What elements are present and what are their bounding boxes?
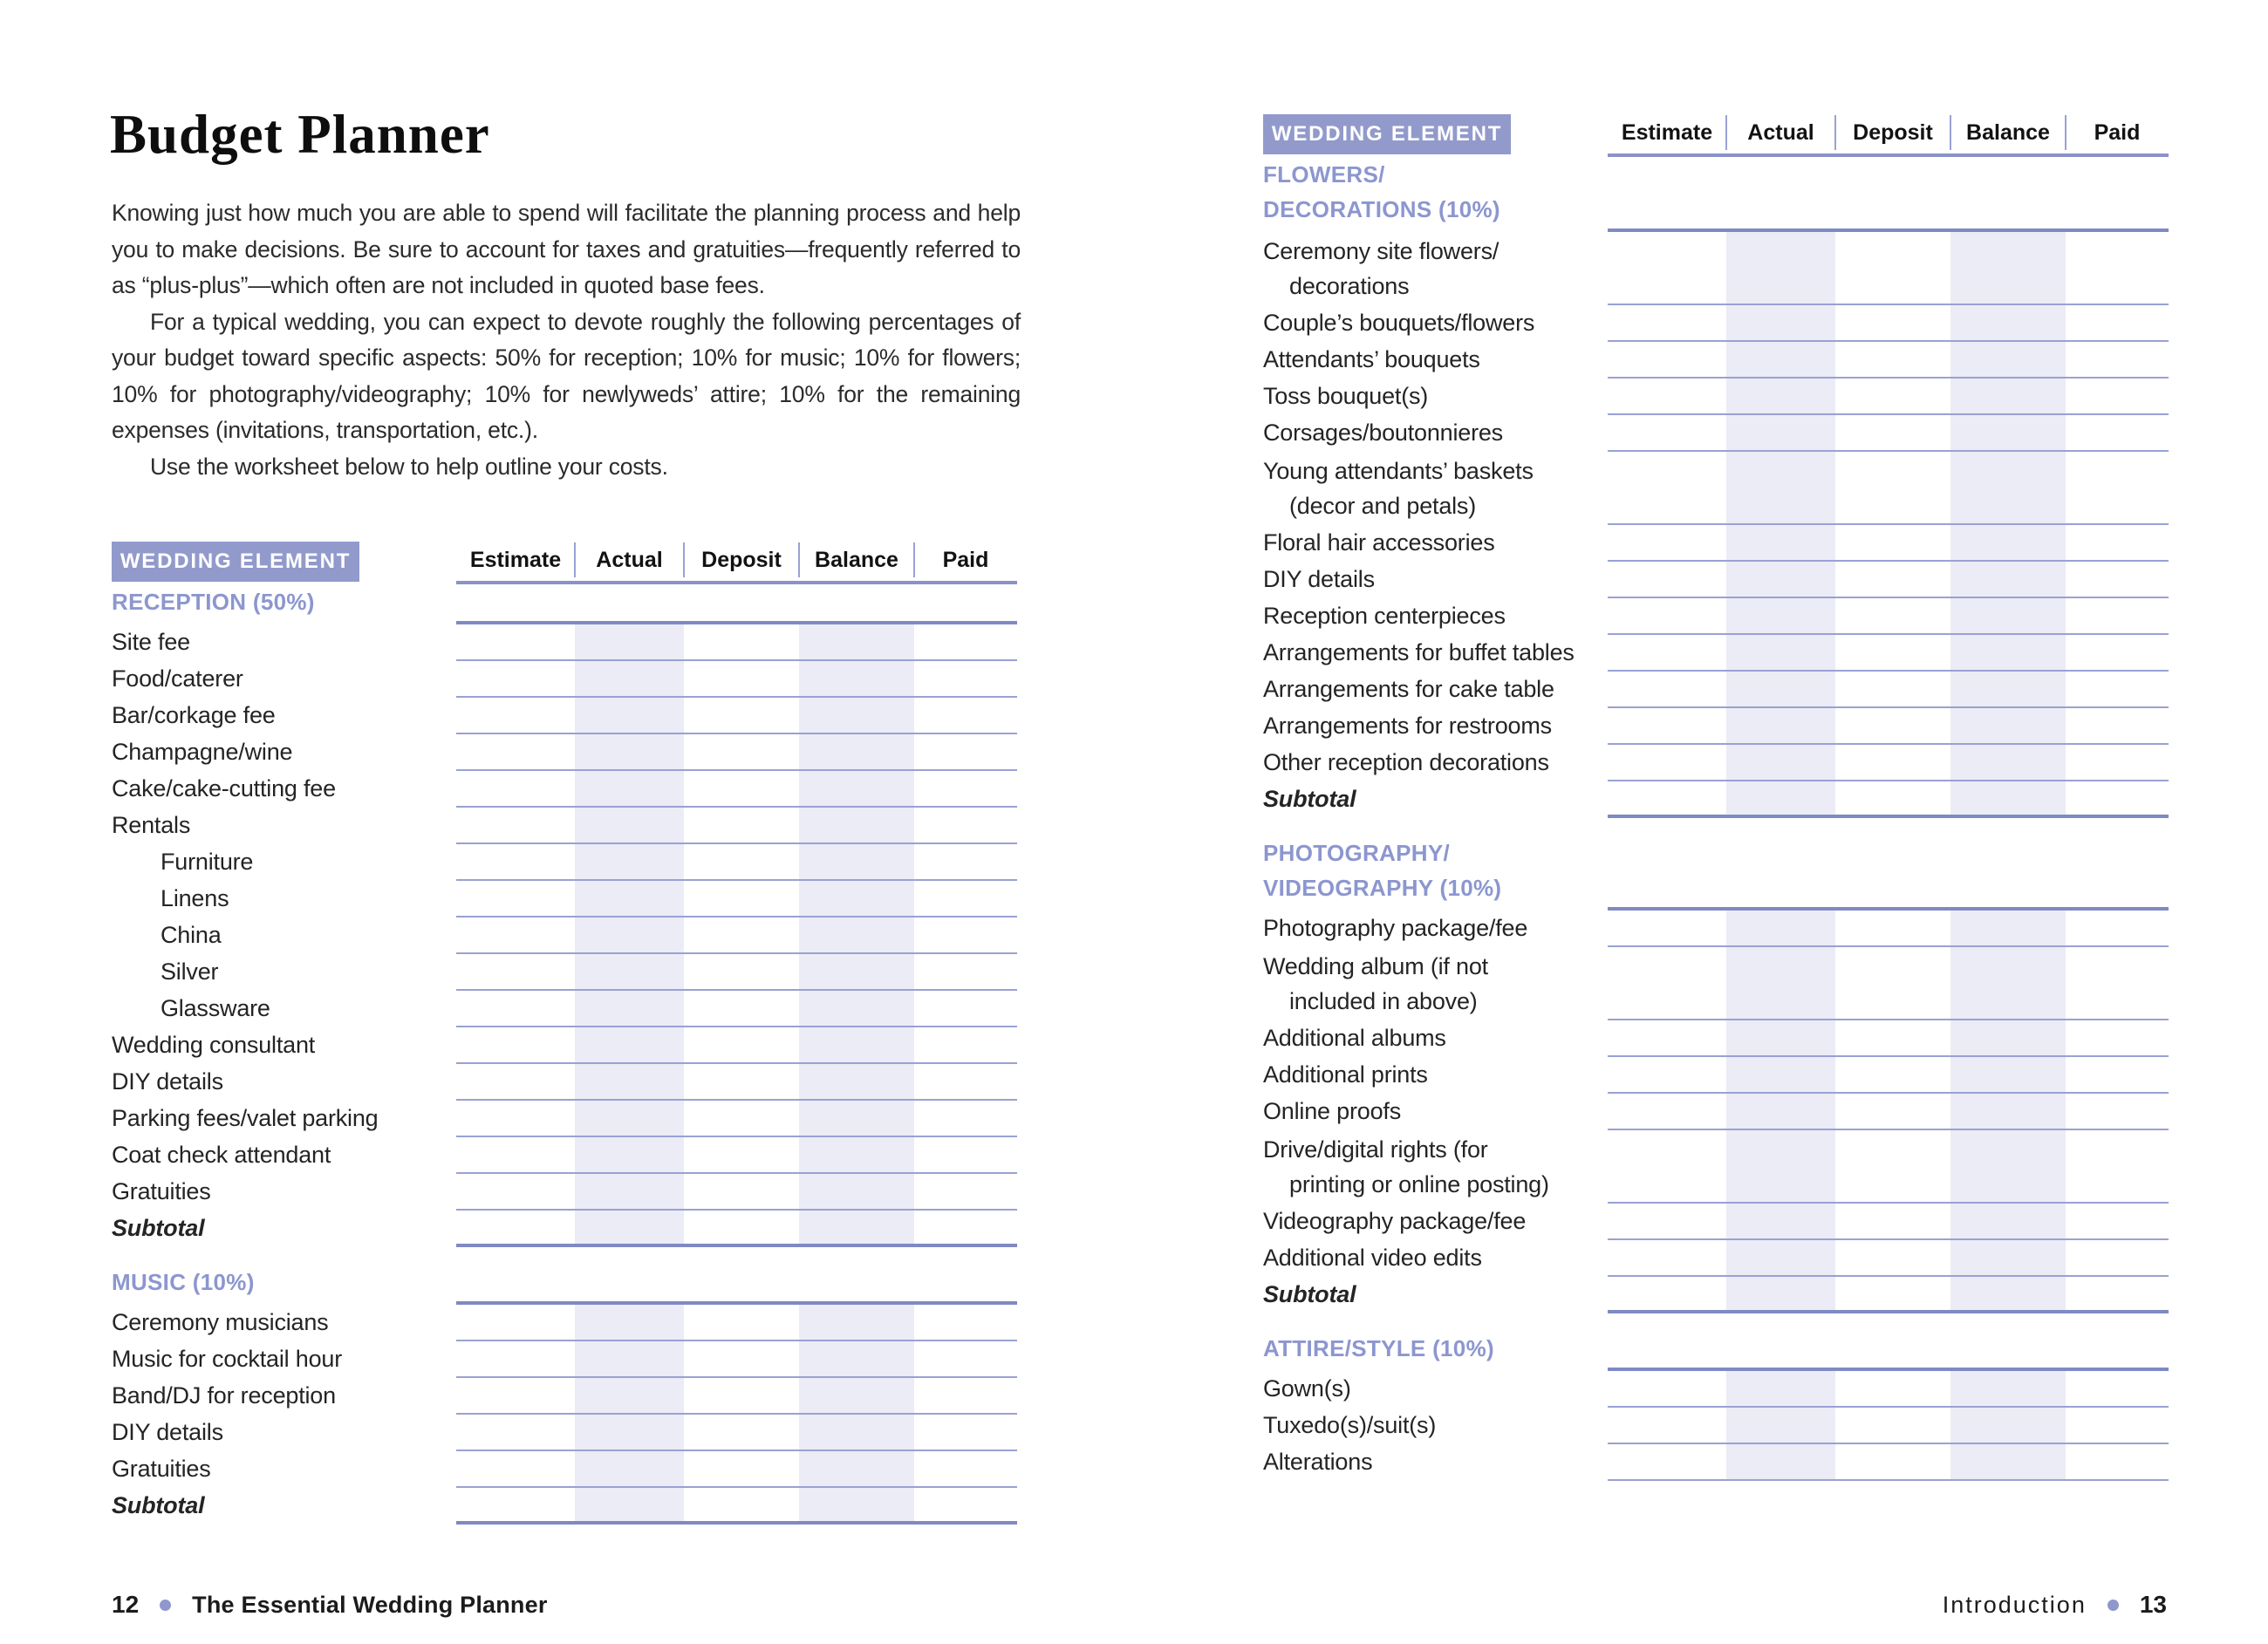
budget-row: [1263, 1277, 2169, 1313]
row-label: Coat check attendant: [112, 1142, 331, 1168]
budget-row: [112, 1137, 1017, 1174]
budget-row: [112, 1341, 1017, 1378]
row-label: Tuxedo(s)/suit(s): [1263, 1412, 1437, 1438]
fill-in-line[interactable]: [1608, 911, 2169, 947]
footer-right: [1943, 1591, 2167, 1619]
fill-in-line[interactable]: [1608, 1020, 2169, 1057]
intro-text: [112, 195, 1021, 485]
budget-table-left: [112, 539, 1017, 1525]
book-title: The Essential Wedding Planner: [192, 1591, 548, 1618]
budget-row: [112, 661, 1017, 698]
fill-in-line[interactable]: [1608, 745, 2169, 781]
budget-row: [112, 1064, 1017, 1101]
column-header-actual: Actual: [1726, 112, 1835, 153]
budget-row: [112, 771, 1017, 808]
fill-in-line[interactable]: [456, 1415, 1017, 1451]
row-label: Site fee: [112, 629, 190, 655]
budget-row: [1263, 232, 2169, 305]
section-title: MUSIC (10%): [112, 1269, 255, 1295]
budget-row: [1263, 911, 2169, 947]
row-label: Cake/cake-cutting fee: [112, 775, 336, 802]
row-label: Additional prints: [1263, 1061, 1428, 1088]
fill-in-line[interactable]: [1608, 1408, 2169, 1444]
budget-row: [1263, 708, 2169, 745]
fill-in-line[interactable]: [1608, 708, 2169, 745]
row-label: Gratuities: [112, 1178, 211, 1204]
budget-row: [1263, 525, 2169, 562]
budget-row: [112, 1378, 1017, 1415]
fill-in-line[interactable]: [456, 771, 1017, 808]
intro-paragraph: Knowing just how much you are able to spend will facilitate the planning process and help you to make decisions. Be sure to account for taxes and gratuities—frequently referred to as “plus-plus”—which often are not included in quoted base fees.: [112, 200, 1021, 298]
row-label: Gown(s): [1263, 1375, 1351, 1402]
section-title: ATTIRE/STYLE (10%): [1263, 1335, 1494, 1361]
budget-row: [1263, 1020, 2169, 1057]
section-header-rule: [456, 1265, 1017, 1305]
fill-in-line[interactable]: [1608, 1240, 2169, 1277]
fill-in-line[interactable]: [456, 661, 1017, 698]
row-label: Couple’s bouquets/flowers: [1263, 310, 1535, 336]
row-label: Rentals: [112, 812, 191, 838]
fill-in-line[interactable]: [1608, 305, 2169, 342]
column-header-actual: Actual: [575, 539, 684, 581]
row-label: Additional albums: [1263, 1025, 1446, 1051]
row-label: Subtotal: [1263, 1281, 1356, 1307]
row-label: Subtotal: [112, 1215, 205, 1241]
fill-in-line[interactable]: [456, 734, 1017, 771]
row-label: Corsages/boutonnieres: [1263, 420, 1503, 446]
budget-row: [112, 1415, 1017, 1451]
column-header-balance: Balance: [1950, 112, 2066, 153]
fill-in-line[interactable]: [1608, 415, 2169, 452]
budget-section: [1263, 836, 2169, 1313]
fill-in-line[interactable]: [456, 1488, 1017, 1525]
budget-row: [112, 1305, 1017, 1341]
fill-in-line[interactable]: [456, 1451, 1017, 1488]
budget-row: [1263, 1094, 2169, 1130]
budget-row: [1263, 1444, 2169, 1481]
fill-in-line[interactable]: [456, 1174, 1017, 1211]
budget-row: [1263, 379, 2169, 415]
fill-in-line[interactable]: [1608, 562, 2169, 598]
row-label: Band/DJ for reception: [112, 1382, 336, 1409]
budget-row: [112, 624, 1017, 661]
budget-row: [1263, 452, 2169, 525]
row-label: Arrangements for buffet tables: [1263, 639, 1575, 665]
budget-section: [1263, 1331, 2169, 1481]
budget-section: [112, 584, 1017, 1247]
section-header-rule: [1608, 1331, 2169, 1371]
row-label: Young attendants’ baskets (decor and petals): [1263, 458, 1534, 519]
budget-row: [1263, 562, 2169, 598]
column-header-estimate: Estimate: [469, 547, 562, 572]
fill-in-line[interactable]: [456, 1305, 1017, 1341]
budget-row: [112, 808, 1017, 844]
column-header-paid: Paid: [914, 539, 1017, 581]
fill-in-line[interactable]: [1608, 1444, 2169, 1481]
fill-in-line[interactable]: [456, 881, 1017, 918]
row-label: DIY details: [1263, 566, 1375, 592]
bullet-dot-icon: [160, 1600, 171, 1611]
fill-in-line[interactable]: [1608, 598, 2169, 635]
fill-in-line[interactable]: [1608, 1371, 2169, 1408]
fill-in-line[interactable]: [1608, 525, 2169, 562]
fill-in-line[interactable]: [1608, 379, 2169, 415]
budget-row: [1263, 635, 2169, 672]
budget-row: [112, 1451, 1017, 1488]
column-header-estimate: Estimate: [1621, 119, 1713, 145]
row-label: DIY details: [112, 1419, 223, 1445]
budget-row: [112, 881, 1017, 918]
row-label: DIY details: [112, 1068, 223, 1095]
row-label: China: [161, 922, 222, 948]
wedding-element-badge: WEDDING ELEMENT: [1263, 114, 1511, 154]
row-label: Glassware: [161, 995, 270, 1021]
bullet-dot-icon: [2107, 1600, 2119, 1611]
budget-row: [1263, 1130, 2169, 1204]
column-header-balance: Balance: [799, 539, 914, 581]
budget-row: [112, 698, 1017, 734]
fill-in-line[interactable]: [1608, 1204, 2169, 1240]
row-label: Attendants’ bouquets: [1263, 346, 1480, 372]
budget-row: [1263, 672, 2169, 708]
row-label: Drive/digital rights (for printing or online posting): [1263, 1136, 1549, 1197]
budget-row: [112, 1211, 1017, 1247]
row-label: Music for cocktail hour: [112, 1346, 342, 1372]
column-header-deposit: Deposit: [1835, 112, 1950, 153]
row-label: Arrangements for cake table: [1263, 676, 1554, 702]
fill-in-line[interactable]: [456, 991, 1017, 1027]
row-label: Alterations: [1263, 1449, 1373, 1475]
fill-in-line[interactable]: [456, 1341, 1017, 1378]
row-label: Champagne/wine: [112, 739, 293, 765]
column-header-paid: Paid: [2066, 112, 2169, 153]
section-title: PHOTOGRAPHY/ VIDEOGRAPHY (10%): [1263, 840, 1502, 901]
row-label: Parking fees/valet parking: [112, 1105, 379, 1131]
fill-in-line[interactable]: [456, 1137, 1017, 1174]
intro-paragraph: For a typical wedding, you can expect to devote roughly the following percentages of your budget toward specific aspects: 50% for reception; 10% for music; 10% for flowers; 10% for photography/videography; 10% for newlyweds’ attire; 10% for the remaining expenses (invitations, transportation, etc.).: [112, 308, 1021, 443]
fill-in-line[interactable]: [456, 954, 1017, 991]
row-label: Bar/corkage fee: [112, 702, 276, 728]
row-label: Food/caterer: [112, 665, 243, 692]
row-label: Wedding album (if not included in above): [1263, 953, 1488, 1014]
budget-row: [1263, 415, 2169, 452]
wedding-element-badge: WEDDING ELEMENT: [112, 542, 359, 582]
row-label: Other reception decorations: [1263, 749, 1549, 775]
fill-in-line[interactable]: [1608, 1277, 2169, 1313]
fill-in-line[interactable]: [1608, 1094, 2169, 1130]
budget-row: [1263, 598, 2169, 635]
page-title: Budget Planner: [110, 104, 490, 165]
budget-row: [112, 734, 1017, 771]
budget-row: [112, 918, 1017, 954]
row-label: Linens: [161, 885, 229, 911]
fill-in-line[interactable]: [456, 1101, 1017, 1137]
budget-row: [1263, 1371, 2169, 1408]
budget-row: [112, 1488, 1017, 1525]
section-title: RECEPTION (50%): [112, 589, 315, 615]
fill-in-line[interactable]: [1608, 1057, 2169, 1094]
budget-row: [112, 1027, 1017, 1064]
budget-row: [1263, 1408, 2169, 1444]
row-label: Photography package/fee: [1263, 915, 1528, 941]
fill-in-line[interactable]: [456, 1378, 1017, 1415]
fill-in-line[interactable]: [1608, 342, 2169, 379]
row-label: Additional video edits: [1263, 1245, 1482, 1271]
fill-in-line[interactable]: [1608, 781, 2169, 818]
row-label: Arrangements for restrooms: [1263, 713, 1552, 739]
fill-in-line[interactable]: [456, 918, 1017, 954]
budget-row: [112, 991, 1017, 1027]
budget-row: [112, 1101, 1017, 1137]
budget-section: [1263, 157, 2169, 818]
fill-in-line[interactable]: [1608, 1130, 2169, 1204]
fill-in-line[interactable]: [456, 808, 1017, 844]
row-label: Furniture: [161, 849, 254, 875]
fill-in-line[interactable]: [456, 844, 1017, 881]
budget-row: [1263, 305, 2169, 342]
fill-in-line[interactable]: [456, 1211, 1017, 1247]
row-label: Subtotal: [1263, 786, 1356, 812]
budget-row: [1263, 1240, 2169, 1277]
row-label: Online proofs: [1263, 1098, 1401, 1124]
section-header-rule: [1608, 157, 2169, 232]
budget-section: [112, 1265, 1017, 1525]
section-title: FLOWERS/ DECORATIONS (10%): [1263, 161, 1500, 222]
row-label: Ceremony musicians: [112, 1309, 329, 1335]
row-label: Silver: [161, 958, 219, 985]
fill-in-line[interactable]: [456, 1064, 1017, 1101]
row-label: Videography package/fee: [1263, 1208, 1527, 1234]
row-label: Floral hair accessories: [1263, 529, 1495, 556]
row-label: Subtotal: [112, 1492, 205, 1518]
column-header-deposit: Deposit: [684, 539, 799, 581]
fill-in-line[interactable]: [1608, 452, 2169, 525]
chapter-name: Introduction: [1942, 1591, 2087, 1618]
row-label: Gratuities: [112, 1456, 211, 1482]
budget-row: [112, 954, 1017, 991]
fill-in-line[interactable]: [1608, 232, 2169, 305]
budget-row: [1263, 745, 2169, 781]
budget-row: [1263, 1057, 2169, 1094]
page-number: 13: [2139, 1591, 2167, 1618]
row-label: Reception centerpieces: [1263, 603, 1506, 629]
section-header-rule: [456, 584, 1017, 624]
intro-paragraph: Use the worksheet below to help outline your costs.: [150, 453, 668, 480]
budget-row: [1263, 342, 2169, 379]
budget-row: [112, 1174, 1017, 1211]
section-header-rule: [1608, 836, 2169, 911]
fill-in-line[interactable]: [456, 1027, 1017, 1064]
footer-left: [112, 1591, 548, 1619]
budget-table-right: [1263, 112, 2169, 1481]
row-label: Toss bouquet(s): [1263, 383, 1429, 409]
row-label: Wedding consultant: [112, 1032, 316, 1058]
row-label: Ceremony site flowers/ decorations: [1263, 238, 1499, 299]
fill-in-line[interactable]: [456, 698, 1017, 734]
budget-row: [1263, 781, 2169, 818]
page-number: 12: [112, 1591, 140, 1618]
fill-in-line[interactable]: [1608, 672, 2169, 708]
fill-in-line[interactable]: [1608, 635, 2169, 672]
budget-row: [1263, 1204, 2169, 1240]
fill-in-line[interactable]: [1608, 947, 2169, 1020]
fill-in-line[interactable]: [456, 624, 1017, 661]
budget-row: [1263, 947, 2169, 1020]
budget-row: [112, 844, 1017, 881]
